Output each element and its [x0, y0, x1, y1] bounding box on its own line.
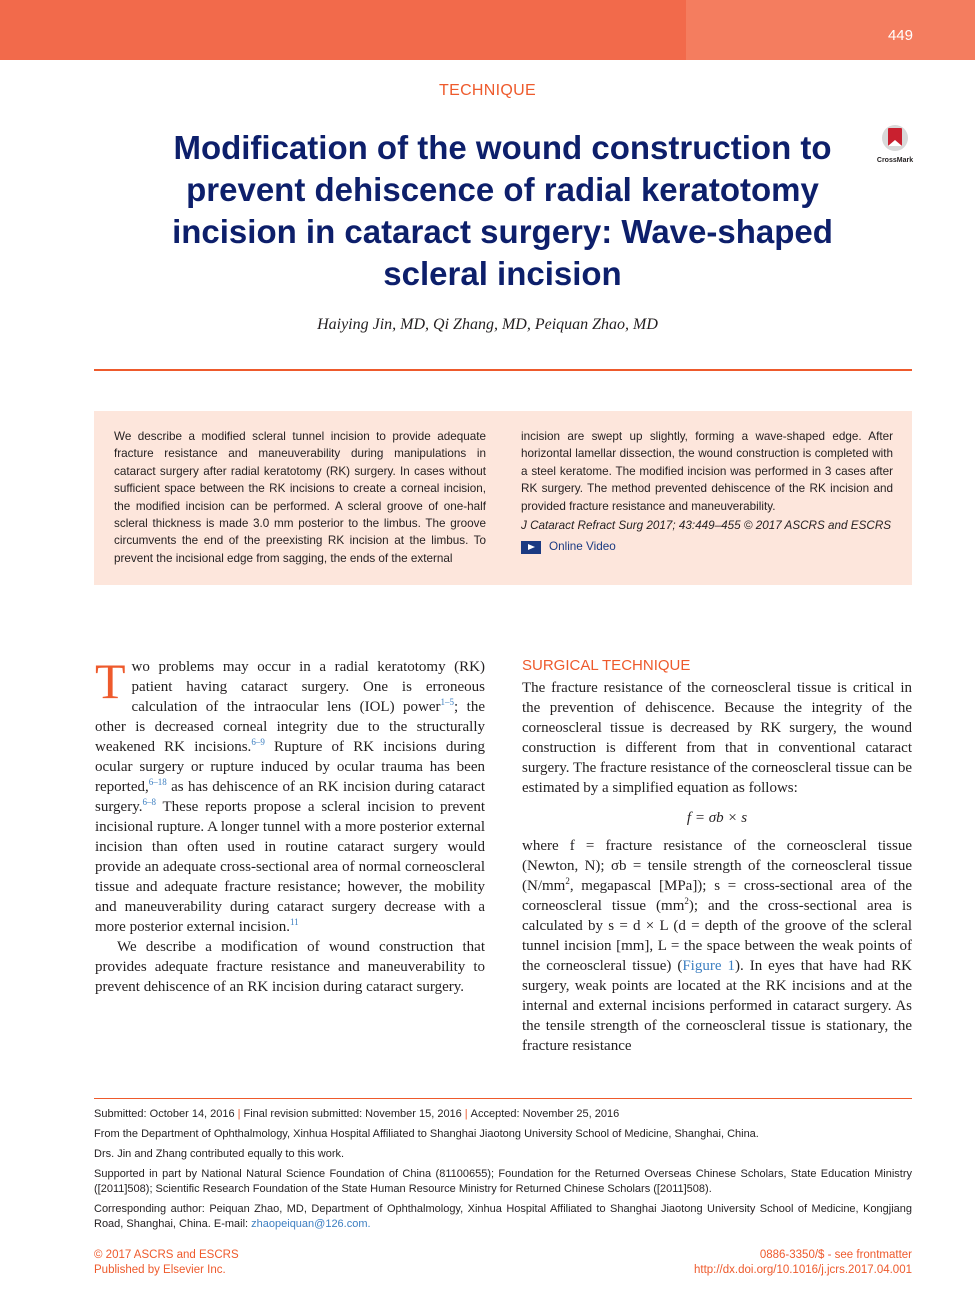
- footnotes: [94, 1107, 912, 1237]
- definition-text-4: ). In eyes that have had RK surgery, weak points are located at the RK incisions and at the internal and external incisions performed in cataract surgery. As the tensile strength of the corneoscleral tissue is stationary, the fracture resistance: [522, 958, 912, 1054]
- abstract-left-column: We describe a modified scleral tunnel incision to provide adequate fracture resistance and maneuverability during manipulations in cataract surgery after radial keratotomy (RK) surgery. In cases without sufficient space between the RK incisions to create a corneal incision, the modified incision can be performed. A scleral groove of one-half scleral thickness is made 3.0 mm posterior to the limbus. The groove circumvents the end of the preexisting RK incision at the limbus. To prevent the incisional edge from sagging, the ends of the external: [114, 430, 486, 565]
- abstract-right-column: [521, 428, 893, 556]
- body-right-column: [522, 657, 912, 1056]
- superscript: 2: [565, 876, 570, 886]
- submission-dates: Submitted: October 14, 2016 | Final revision submitted: November 15, 2016 | Accepted: November 25, 2016: [94, 1108, 620, 1120]
- intro-text-3: Rupture of RK incisions during ocular surgery or rupture induced by ocular trauma has been reported,: [95, 739, 486, 795]
- author-list: Haiying Jin, MD, Qi Zhang, MD, Peiquan Zhao, MD: [317, 316, 658, 333]
- definition-text-2: , megapascal [MPa]); s = cross-sectional area of the corneoscleral tissue (mm: [522, 878, 912, 914]
- equation: f = σb × s: [686, 810, 748, 826]
- header-bar: [0, 0, 975, 60]
- submitted-date: Submitted: October 14, 2016: [94, 1108, 235, 1120]
- journal-citation: J Cataract Refract Surg 2017; 43:449–455 © 2017 ASCRS and ESCRS: [521, 519, 892, 533]
- intro-text-4: as has dehiscence of an RK incision during cataract surgery.: [95, 779, 485, 815]
- intro-text-5: These reports propose a scleral incision to prevent incisional rupture. A longer tunnel with a more posterior external incision than often used in routine cataract surgery would provide an adequate cross-sectional area of normal corneoscleral tissue and adequate fracture resistance; however, the mobility and maneuverability during cataract surgery decrease with a more posterior external incision.: [95, 799, 485, 935]
- identifier-block: [694, 1248, 912, 1278]
- reference-link[interactable]: 6–8: [142, 797, 156, 807]
- revision-date: Final revision submitted: November 15, 2016: [243, 1108, 462, 1120]
- drop-cap: T: [95, 653, 126, 709]
- definition-text-3: ); and the cross-sectional area is calculated by s = d × L (d = depth of the groove of the scleral tunnel incision [mm], L = the space between the weak points of the corneoscleral tissue) (: [522, 898, 912, 974]
- corresponding-author: [94, 1202, 912, 1232]
- affiliation: From the Department of Ophthalmology, Xinhua Hospital Affiliated to Shanghai Jiaotong University School of Medicine, Shanghai, China.: [94, 1128, 759, 1140]
- copyright: © 2017 ASCRS and ESCRS: [94, 1249, 239, 1261]
- crossmark-icon[interactable]: [872, 122, 918, 166]
- issn: 0886-3350/$ - see frontmatter: [759, 1249, 912, 1261]
- body-left-column: [95, 653, 486, 997]
- reference-link[interactable]: 6–9: [251, 737, 265, 747]
- online-video-link[interactable]: [521, 538, 893, 555]
- abstract-right-text: incision are swept up slightly, forming a wave-shaped edge. After horizontal lamellar dissection, the wound construction is completed with a steel keratome. The modified incision was performed in 3 cases after RK surgery. The method prevented dehiscence of the RK incision and provided fracture resistance and maneuverability.: [521, 430, 893, 513]
- contribution-note: Drs. Jin and Zhang contributed equally to this work.: [94, 1148, 345, 1160]
- footnote-divider: [94, 1098, 912, 1099]
- section-label: TECHNIQUE: [439, 82, 536, 99]
- online-video-label: Online Video: [549, 540, 616, 554]
- title-divider: [94, 369, 912, 371]
- intro-text-1: wo problems may occur in a radial keratotomy (RK) patient having cataract surgery. One is erroneous calculation of the intraocular lens (IOL) power: [131, 659, 485, 715]
- figure-link[interactable]: Figure 1: [682, 958, 735, 974]
- reference-link[interactable]: 11: [289, 917, 299, 927]
- definition-text-1: where f = fracture resistance of the corneoscleral tissue (Newton, N); σb = tensile strength of the corneoscleral tissue (N/mm: [522, 838, 912, 894]
- intro-paragraph: [95, 653, 486, 937]
- copyright-block: [94, 1248, 239, 1278]
- reference-link[interactable]: 1–5: [440, 697, 455, 707]
- accepted-date: Accepted: November 25, 2016: [470, 1108, 620, 1120]
- corresponding-text: Corresponding author: Peiquan Zhao, MD, Department of Ophthalmology, Xinhua Hospital Affiliated to Shanghai Jiaotong University School of Medicine, Kongjiang Road, Shanghai, China. E-mail:: [94, 1203, 912, 1230]
- publisher: Published by Elsevier Inc.: [94, 1264, 226, 1276]
- intro-text-2: ; the other is decreased corneal integrity due to the structurally weakened RK incisions.: [95, 699, 486, 755]
- page-number-box: [686, 0, 975, 60]
- email-link[interactable]: zhaopeiquan@126.com.: [251, 1218, 371, 1230]
- section-heading: SURGICAL TECHNIQUE: [522, 657, 691, 674]
- definition-paragraph: [522, 836, 912, 1056]
- funding-note: Supported in part by National Natural Science Foundation of China (81100655); Foundation for the Returned Overseas Chinese Scholars, State Education Ministry ([2011]508); Scientific Research Foundation of the State Human Resource Ministry for Returned Chinese Scholars ([2011]508).: [94, 1168, 912, 1195]
- page-number: 449: [887, 27, 913, 44]
- crossmark-label: CrossMark: [876, 157, 914, 164]
- article-title: Modification of the wound construction to prevent dehiscence of radial keratotomy incision in cataract surgery: Wave-shaped scleral incision: [172, 129, 833, 292]
- abstract-box: [94, 411, 912, 585]
- intro-paragraph-2: We describe a modification of wound construction that provides adequate fracture resistance and maneuverability to prevent dehiscence of an RK incision during cataract surgery.: [95, 939, 485, 995]
- doi-link[interactable]: http://dx.doi.org/10.1016/j.jcrs.2017.04.001: [693, 1264, 912, 1276]
- reference-link[interactable]: 6–18: [148, 777, 167, 787]
- superscript: 2: [684, 896, 689, 906]
- technique-paragraph: The fracture resistance of the corneoscleral tissue is critical in the prevention of dehiscence. Because the integrity of the corneoscleral tissue is decreased by RK surgery, the wound construction is different from that in conventional cataract surgery. The fracture resistance of the corneoscleral tissue can be estimated by a simplified equation as follows:: [522, 680, 912, 796]
- video-play-icon: [521, 541, 541, 554]
